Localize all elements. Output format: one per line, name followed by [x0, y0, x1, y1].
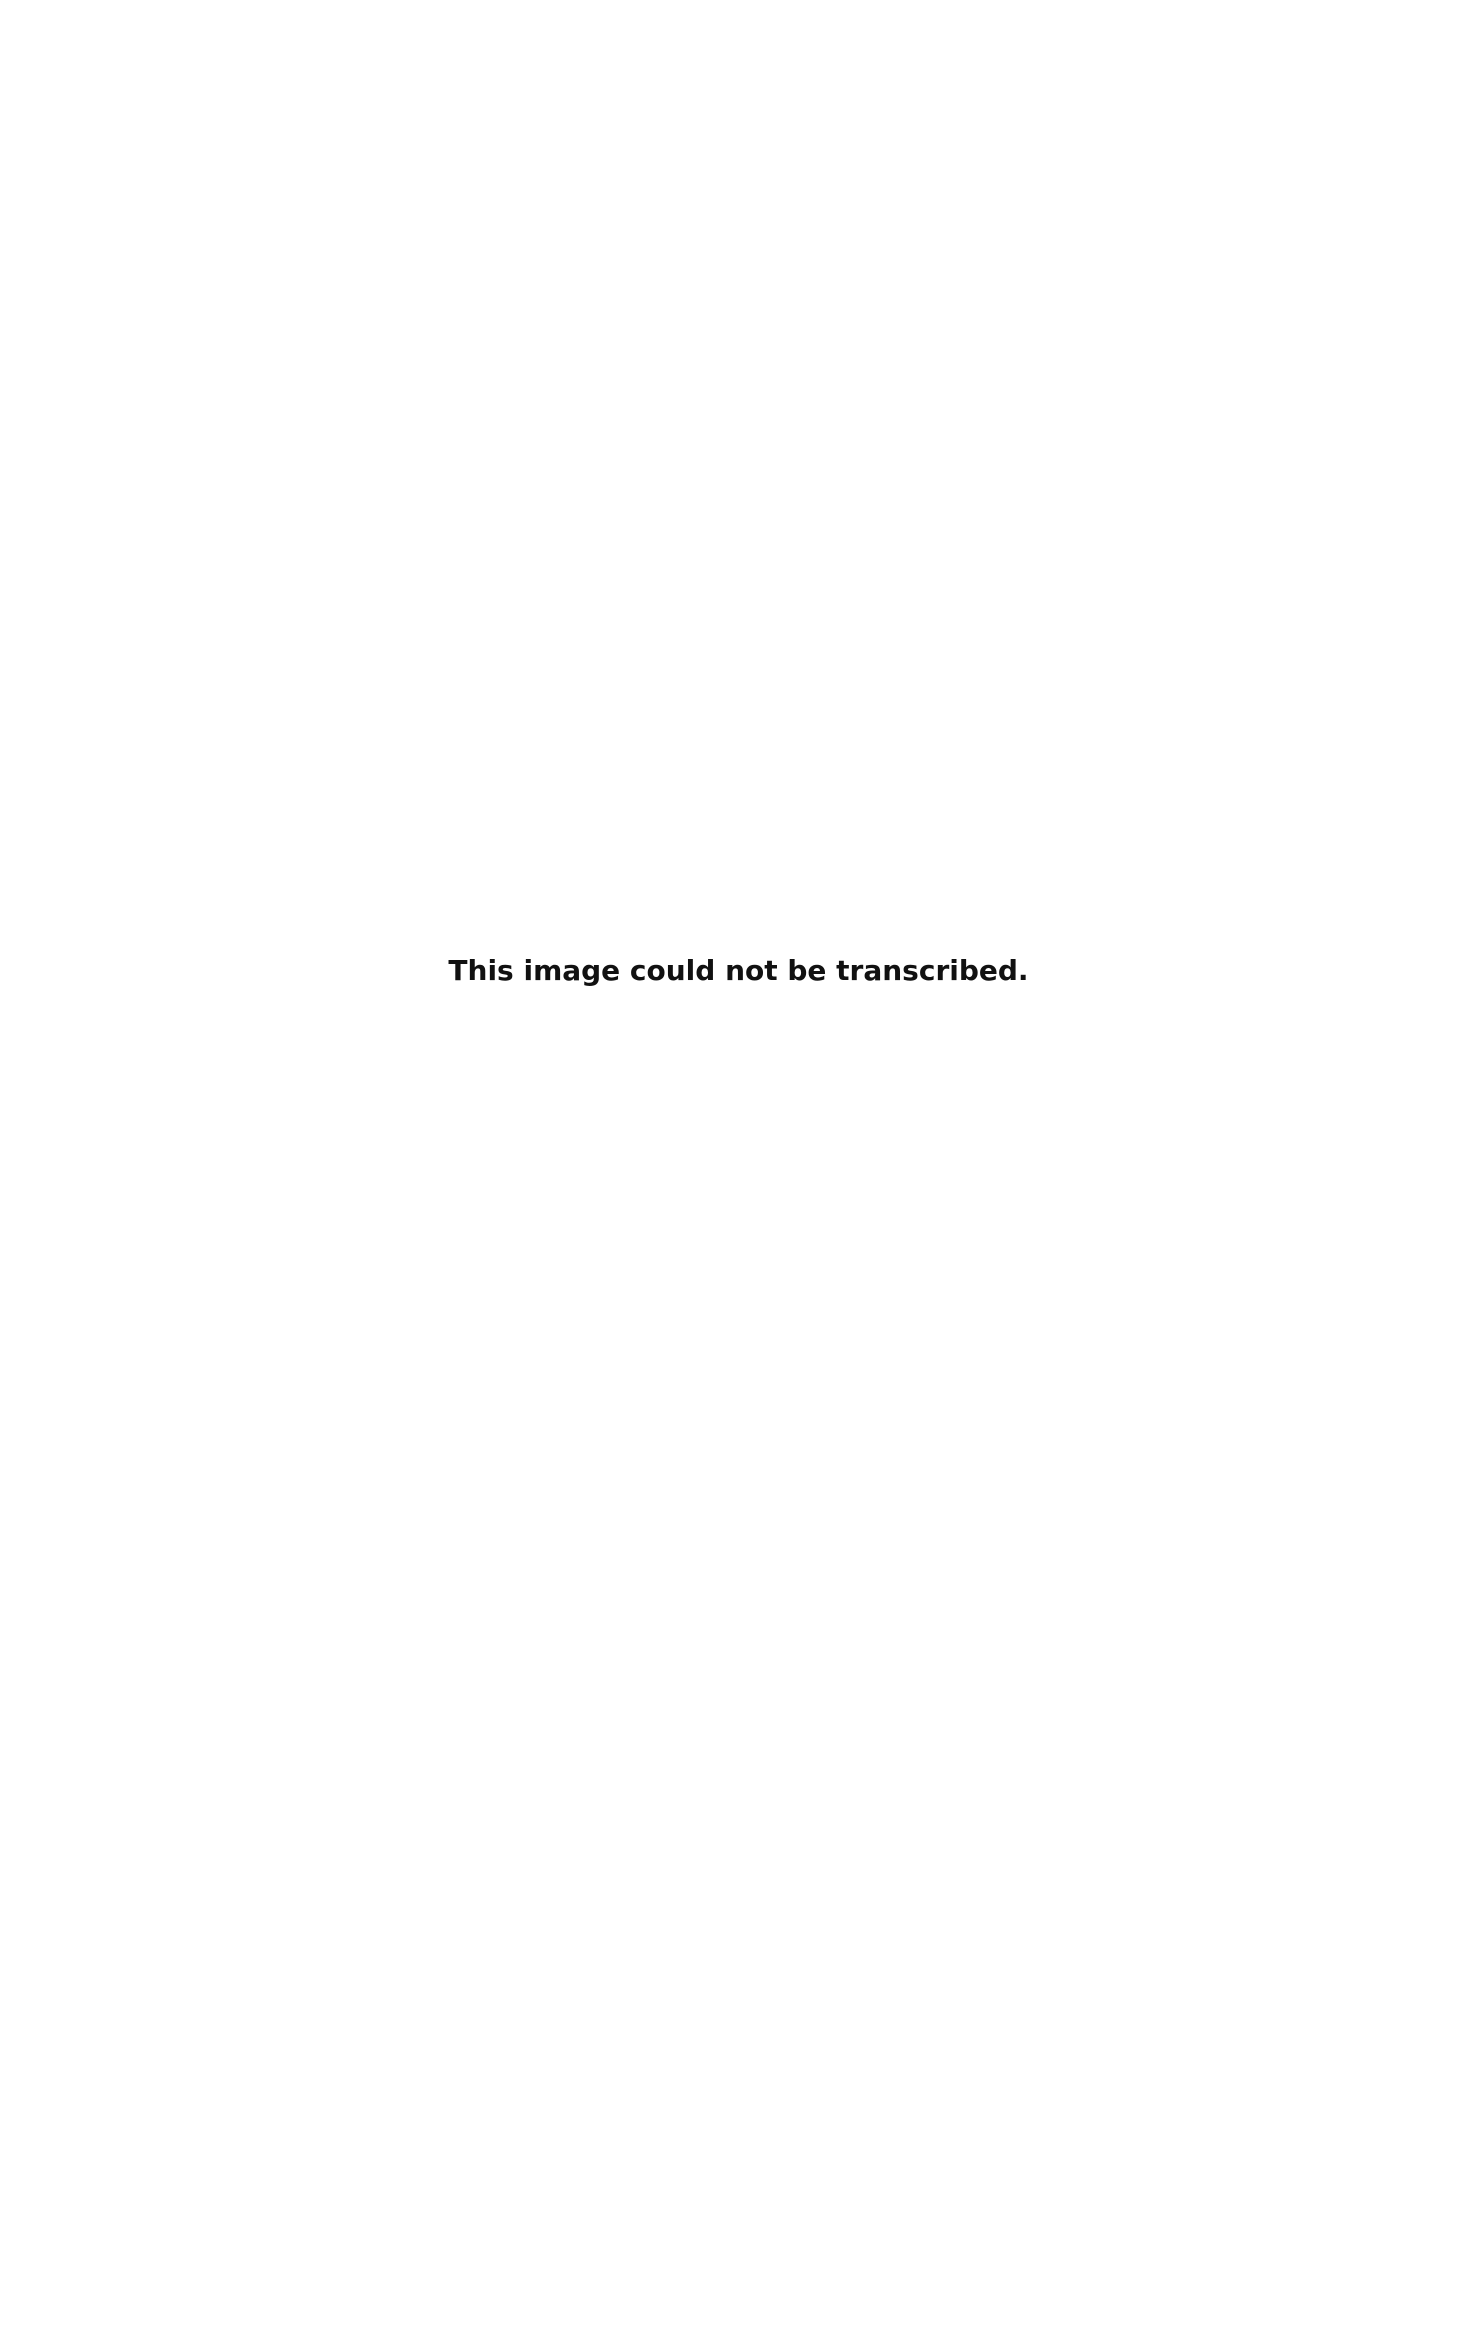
notice-heading: This image could not be transcribed.	[448, 954, 1029, 988]
